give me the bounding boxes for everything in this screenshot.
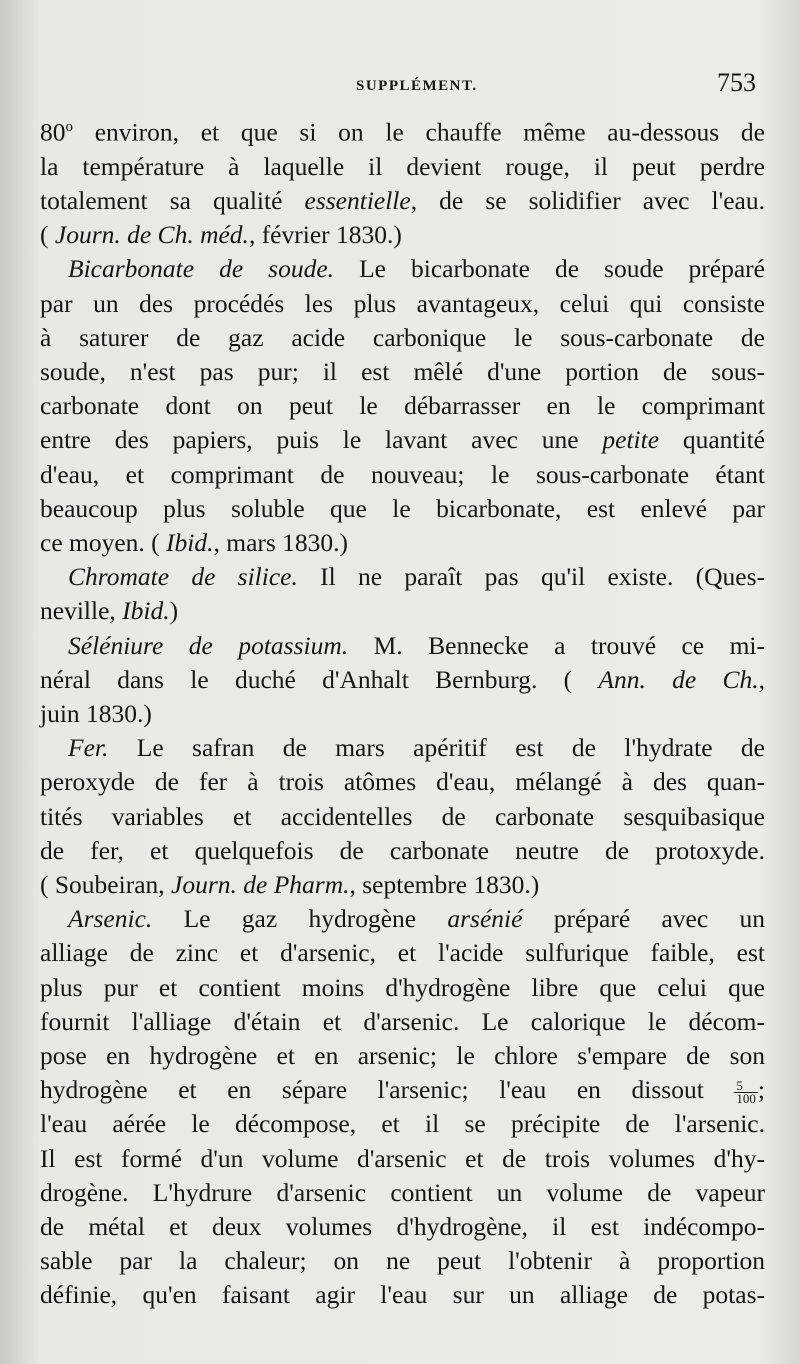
text-line: néral dans le duché d'Anhalt Bernburg. ( Ann. de Ch.,: [40, 664, 765, 694]
text-line: ce moyen. ( Ibid., mars 1830.): [40, 527, 349, 557]
text-line: tités variables et accidentelles de carbonate sesquibasique: [40, 801, 765, 831]
running-head: [40, 68, 760, 104]
text-line: ( Soubeiran, Journ. de Pharm., septembre 1830.): [40, 869, 540, 899]
text-line: hydrogène et en sépare l'arsenic; l'eau en dissout $\frac{5}{100}$ ;: [40, 1075, 765, 1106]
text-line: entre des papiers, puis le lavant avec une petite quantité: [40, 425, 765, 455]
entry-term: Fer.: [68, 733, 109, 763]
page-number: 753: [717, 68, 756, 97]
running-title: SUPPLÉMENT.: [356, 78, 478, 94]
text-line: pose en hydrogène et en arsenic; le chlore s'empare de son: [40, 1040, 765, 1070]
text-line: d'eau, et comprimant de nouveau; le sous-carbonate étant: [40, 459, 765, 489]
entry-term: Arsenic.: [68, 904, 153, 934]
body-text: [40, 110, 765, 1313]
text-line: à saturer de gaz acide carbonique le sous-carbonate de: [40, 322, 765, 352]
text-line: 80$^o$ environ, et que si on le chauffe même au-dessous de: [40, 117, 765, 147]
text-line: drogène. L'hydrure d'arsenic contient un volume de vapeur: [40, 1177, 765, 1207]
text-line: par un des procédés les plus avantageux, celui qui consiste: [40, 288, 765, 318]
entry-heading-line: Bicarbonate de soude. Le bicarbonate de soude préparé: [68, 254, 765, 284]
text-line: de fer, et quelquefois de carbonate neutre de protoxyde.: [40, 835, 765, 865]
text-line: alliage de zinc et d'arsenic, et l'acide sulfurique faible, est: [40, 938, 765, 968]
text-line: la température à laquelle il devient rouge, il peut perdre: [40, 151, 765, 181]
entry-heading-line: Arsenic. Le gaz hydrogène arsénié préparé avec un: [68, 904, 765, 934]
text-line: neville, Ibid.): [40, 596, 179, 626]
entry-term: Chromate de silice.: [68, 562, 298, 592]
text-line: beaucoup plus soluble que le bicarbonate, est enlevé par: [40, 493, 765, 523]
text-line: fournit l'alliage d'étain et d'arsenic. Le calorique le décom-: [40, 1006, 765, 1036]
text-line: l'eau aérée le décompose, et il se précipite de l'arsenic.: [40, 1109, 765, 1139]
entry-term: Séléniure de potassium.: [68, 630, 349, 660]
text-line: de métal et deux volumes d'hydrogène, il est indécompo-: [40, 1212, 765, 1241]
text-line: ( Journ. de Ch. méd., février 1830.): [40, 220, 402, 250]
text-line: sable par la chaleur; on ne peut l'obtenir à proportion: [40, 1246, 765, 1276]
text-line: soude, n'est pas pur; il est mêlé d'une portion de sous-: [40, 356, 765, 386]
fraction: $\frac{5}{100}$: [736, 1077, 756, 1106]
text-line: peroxyde de fer à trois atômes d'eau, mélangé à des quan-: [40, 767, 765, 797]
text-line: Il est formé d'un volume d'arsenic et de trois volumes d'hy-: [40, 1143, 765, 1173]
entry-heading-line: Séléniure de potassium. M. Bennecke a trouvé ce mi-: [68, 630, 765, 660]
text-line: plus pur et contient moins d'hydrogène libre que celui que: [40, 972, 765, 1002]
text-line: totalement sa qualité essentielle, de se solidifier avec l'eau.: [40, 185, 765, 215]
text-line: juin 1830.): [40, 698, 152, 728]
entry-heading-line: Chromate de silice. Il ne paraît pas qu'il existe. (Ques-: [68, 562, 765, 592]
entry-term: Bicarbonate de soude.: [68, 254, 335, 284]
text-line: carbonate dont on peut le débarrasser en le comprimant: [40, 391, 765, 421]
entry-heading-line: Fer. Le safran de mars apéritif est de l'hydrate de: [68, 733, 765, 763]
text-line: définie, qu'en faisant agir l'eau sur un alliage de potas-: [40, 1280, 765, 1310]
